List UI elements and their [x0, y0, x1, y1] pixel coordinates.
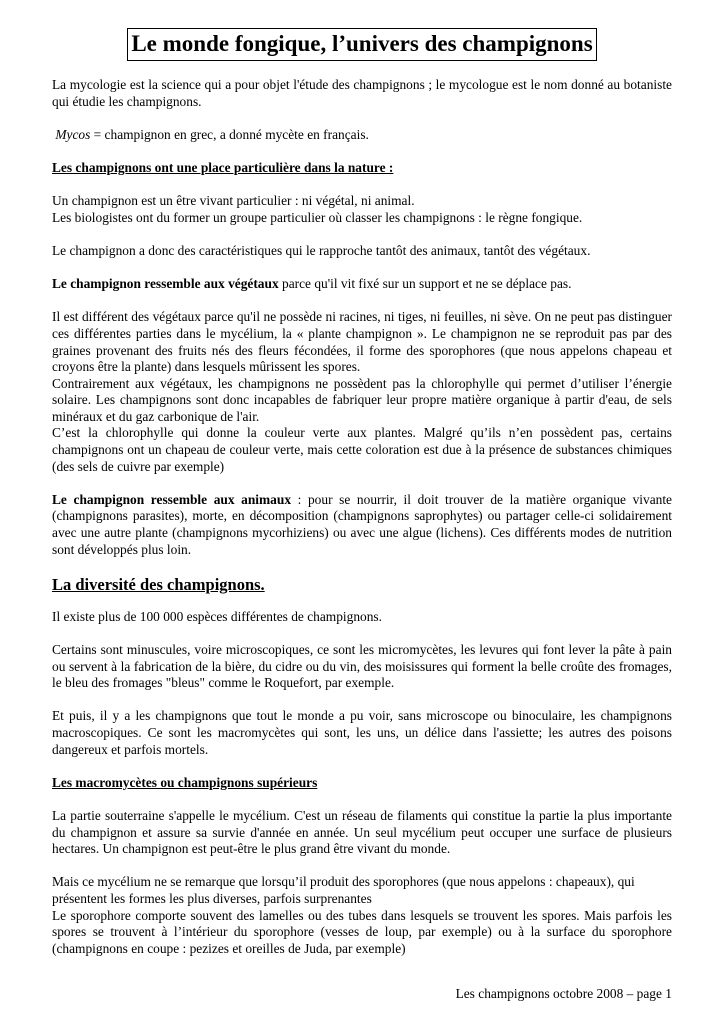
animaux-rest: : pour se nourrir, il doit trouver de la matière organique vivante (champignons parasites), morte, en décomposition (champignons saprophytes) ou partager celle-ci solidairement avec une autre plante (champignons mycorhiziens) ou avec une algue (lichens). Ces différents modes de nutrition sont développés plus loin.: [52, 491, 672, 557]
nature-line-3: Le champignon a donc des caractéristiques qui le rapproche tantôt des animaux, tantôt des végétaux.: [52, 242, 591, 258]
section-heading-diversite: La diversité des champignons.: [52, 574, 265, 594]
page-title: Le monde fongique, l’univers des champignons: [127, 28, 596, 61]
couleur-paragraph: C’est la chlorophylle qui donne la couleur verte aux plantes. Malgré qu’ils n’en possèdent pas, certains champignons ont un chapeau de couleur verte, mais cette coloration est due à la présence de substances chimiques (des sels de cuivre par exemple): [52, 425, 672, 474]
difference-paragraph: Il est différent des végétaux parce qu'il ne possède ni racines, ni tiges, ni feuilles, ni sève. On ne peut pas distinguer ces différentes parties dans le mycélium, la « plante champignon ». Le champignon ne se reproduit pas par des graines provenant des fruits nés des fleurs fécondées, il forme des sporophores (que nous appelons chapeau et croyons être la plante) dans lesquels mûrissent les spores.: [52, 309, 672, 375]
micromycetes-paragraph: Certains sont minuscules, voire microscopiques, ce sont les micromycètes, les levures qui font lever la pâte à pain ou servent à la fabrication de la bière, du cidre ou du vin, des moisissures qui forment la belle croûte des fromages, le bleu des fromages "bleus" comme le Roquefort, par exemple.: [52, 642, 672, 691]
nature-line-2: Les biologistes ont du former un groupe particulier où classer les champignons : le règne fongique.: [52, 209, 583, 225]
page-footer: Les champignons octobre 2008 – page 1: [455, 986, 672, 1001]
vegetaux-bold: Le champignon ressemble aux végétaux: [52, 276, 279, 292]
vegetaux-rest: parce qu'il vit fixé sur un support et ne se déplace pas.: [278, 276, 572, 292]
chlorophylle-paragraph: Contrairement aux végétaux, les champignons ne possèdent pas la chlorophylle qui permet d’utiliser l’énergie solaire. Les champignons sont donc incapables de fabriquer leur propre matière organique à partir d'eau, de sels minéraux et du gaz carbonique de l'air.: [52, 375, 672, 424]
spores-paragraph: Le sporophore comporte souvent des lamelles ou des tubes dans lesquels se trouvent les spores. Mais parfois les spores se trouvent à l’intérieur du sporophore (vesses de loup, par exemple) ou à la surface du sporophore (champignons en coupe : pezizes et oreilles de Juda, par exemple): [52, 907, 672, 956]
section-heading-macromycetes: Les macromycètes ou champignons supérieurs: [52, 774, 318, 790]
animaux-bold: Le champignon ressemble aux animaux: [52, 491, 292, 507]
macromycetes-paragraph: Et puis, il y a les champignons que tout le monde a pu voir, sans microscope ou binoculaire, les champignons macroscopiques. Ce sont les macromycètes qui sont, les uns, un délice dans l'assiette; les autres des poisons dangereux et parfois mortels.: [52, 708, 672, 757]
vegetaux-paragraph: [52, 276, 672, 293]
nature-line-1: Un champignon est un être vivant particulier : ni végétal, ni animal.: [52, 193, 415, 209]
mycos-term: Mycos: [55, 126, 91, 142]
title-wrap: [52, 28, 672, 61]
diversite-count: Il existe plus de 100 000 espèces différentes de champignons.: [52, 608, 382, 624]
mycos-definition: = champignon en grec, a donné mycète en français.: [90, 126, 369, 142]
sporophores-paragraph: Mais ce mycélium ne se remarque que lorsqu’il produit des sporophores (que nous appelons : chapeaux), qui présentent les formes les plus diverses, parfois surprenantes: [52, 874, 635, 906]
mycos-paragraph: [52, 127, 672, 144]
document-page: [52, 28, 672, 957]
animaux-paragraph: [52, 492, 672, 558]
mycelium-paragraph: La partie souterraine s'appelle le mycélium. C'est un réseau de filaments qui constitue la partie la plus importante du champignon et assure sa survie d'année en année. Un seul mycélium peut occuper une surface de plusieurs hectares. Un champignon est peut-être le plus grand être vivant du monde.: [52, 807, 672, 857]
section-heading-nature: Les champignons ont une place particulière dans la nature :: [52, 159, 394, 175]
intro-paragraph: La mycologie est la science qui a pour objet l'étude des champignons ; le mycologue est le nom donné au botaniste qui étudie les champignons.: [52, 77, 672, 109]
